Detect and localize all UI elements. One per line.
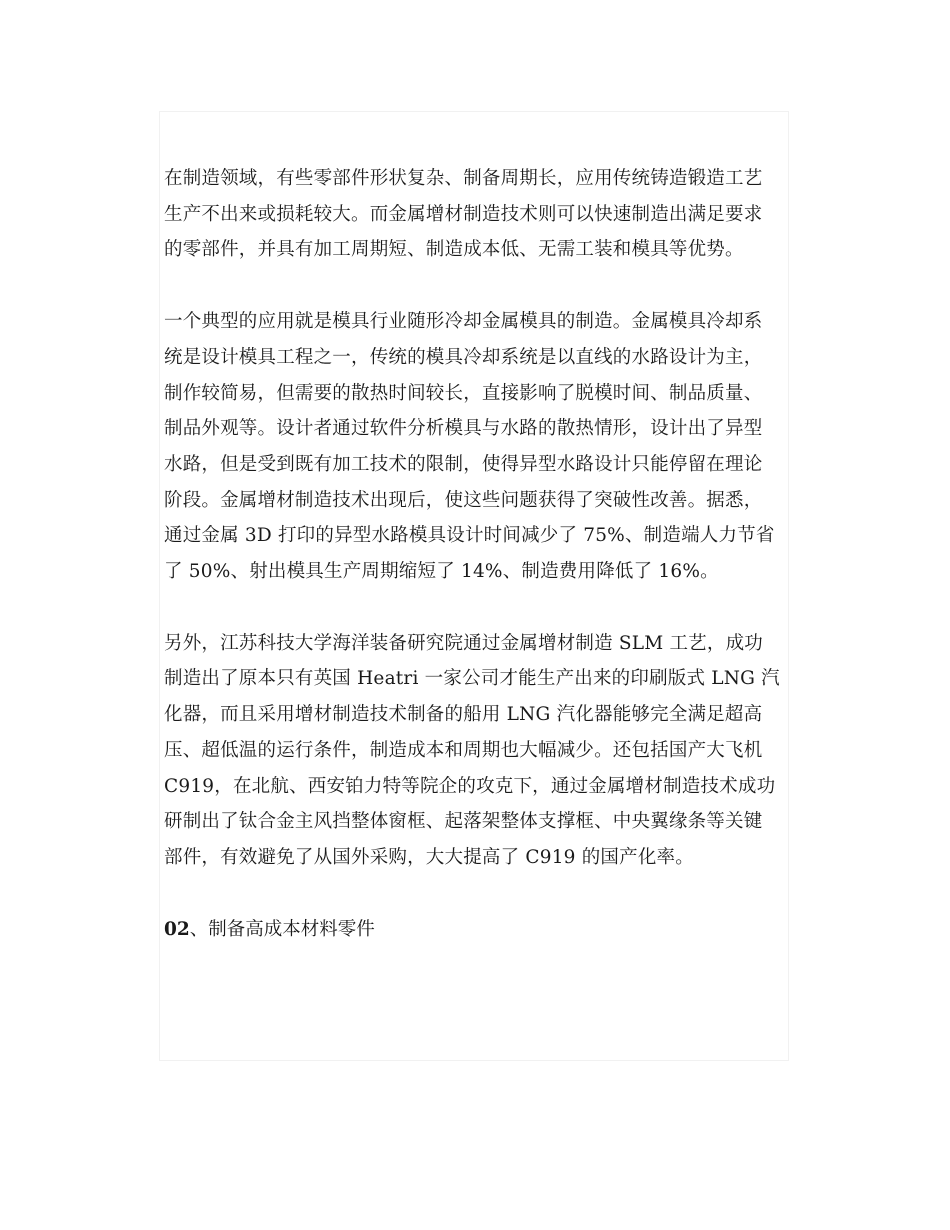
paragraph-gap (164, 876, 786, 912)
text-line: 统是设计模具工程之一，传统的模具冷却系统是以直线的水路设计为主， (164, 346, 763, 368)
text-line: C919，在北航、西安铂力特等院企的攻克下，通过金属增材制造技术成功 (164, 775, 776, 797)
text-line: 制品外观等。设计者通过软件分析模具与水路的散热情形，设计出了异型 (164, 418, 763, 440)
paragraph-2 (164, 304, 786, 590)
section-title: 、制备高成本材料零件 (189, 918, 375, 940)
text-line: 另外，江苏科技大学海洋装备研究院通过金属增材制造 SLM 工艺，成功 (164, 632, 763, 654)
text-line: 通过金属 3D 打印的异型水路模具设计时间减少了 75%、制造端人力节省 (164, 525, 775, 547)
text-line: 化器，而且采用增材制造技术制备的船用 LNG 汽化器能够完全满足超高 (164, 704, 763, 726)
text-line: 制作较简易，但需要的散热时间较长，直接影响了脱模时间、制品质量、 (164, 382, 763, 404)
text-line: 生产不出来或损耗较大。而金属增材制造技术则可以快速制造出满足要求 (164, 203, 763, 225)
text-line: 制造出了原本只有英国 Heatri 一家公司才能生产出来的印刷版式 LNG 汽 (164, 668, 780, 690)
text-line: 一个典型的应用就是模具行业随形冷却金属模具的制造。金属模具冷却系 (164, 311, 763, 333)
text-line: 在制造领域，有些零部件形状复杂、制备周期长，应用传统铸造锻造工艺 (164, 168, 763, 189)
document-body (164, 161, 786, 947)
paragraph-1 (164, 161, 786, 268)
text-line: 的零部件，并具有加工周期短、制造成本低、无需工装和模具等优势。 (164, 239, 744, 261)
text-line: 阶段。金属增材制造技术出现后，使这些问题获得了突破性改善。据悉， (164, 489, 763, 511)
paragraph-gap (164, 590, 786, 626)
text-line: 水路，但是受到既有加工技术的限制，使得异型水路设计只能停留在理论 (164, 453, 763, 475)
text-line: 了 50%、射出模具生产周期缩短了 14%、制造费用降低了 16%。 (164, 561, 719, 583)
section-number: 02 (164, 918, 190, 940)
section-heading (164, 912, 786, 948)
text-line: 研制出了钛合金主风挡整体窗框、起落架整体支撑框、中央翼缘条等关键 (164, 811, 763, 833)
paragraph-3 (164, 626, 786, 876)
text-line: 部件，有效避免了从国外采购，大大提高了 C919 的国产化率。 (164, 846, 694, 868)
paragraph-gap (164, 268, 786, 304)
text-line: 压、超低温的运行条件，制造成本和周期也大幅减少。还包括国产大飞机 (164, 739, 763, 761)
